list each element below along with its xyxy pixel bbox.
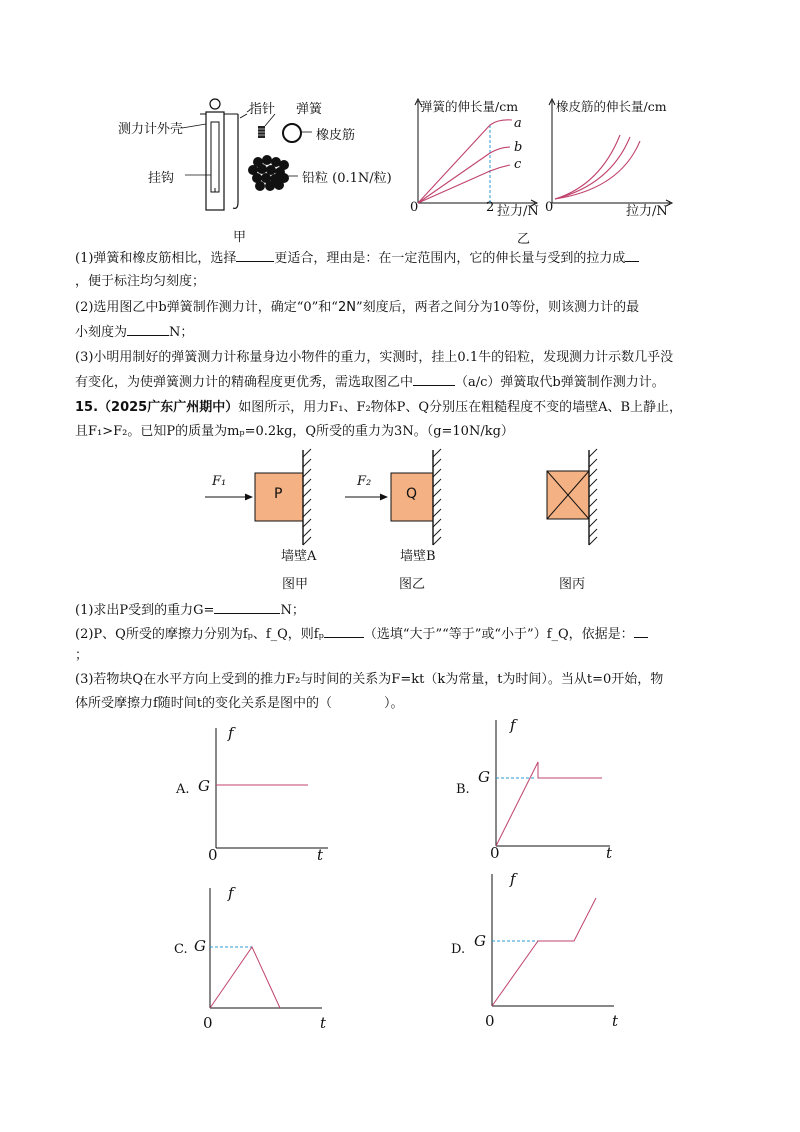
- option-d-label[interactable]: D.: [451, 942, 466, 957]
- yi-right-ylabel: 橡皮筋的伸长量/cm: [556, 99, 667, 114]
- option-a-label[interactable]: A.: [176, 782, 190, 797]
- option-b-graph[interactable]: [482, 712, 622, 868]
- q14-p3-line1: (3)小明用制好的弹簧测力计称量身边小物件的重力，实测时，挂上0.1牛的铅粒，发现测力计示数几乎没: [75, 350, 674, 365]
- q15-blank-basis[interactable]: [634, 624, 648, 638]
- rubber-curve-1: [555, 135, 620, 199]
- option-a-f: f: [228, 724, 234, 742]
- option-c-graph[interactable]: [196, 880, 336, 1020]
- curve-a: [418, 120, 512, 203]
- option-b-label[interactable]: B.: [456, 782, 470, 797]
- option-a-t: t: [317, 846, 324, 864]
- yi-right-xlabel: 拉力/N: [626, 204, 668, 219]
- rubber-curve-2: [555, 137, 630, 199]
- q14-p2-line2: 小刻度为 N；: [75, 322, 193, 343]
- label-block-q: Q: [406, 486, 418, 502]
- label-rubber: 橡皮筋: [316, 128, 356, 143]
- option-b-t: t: [606, 844, 613, 862]
- yi-curve-c: c: [514, 157, 522, 172]
- option-c-origin: 0: [203, 1014, 213, 1032]
- q14-blank-choice[interactable]: [236, 248, 274, 262]
- q15-p2-line2: ；: [75, 648, 89, 663]
- option-b-origin: 0: [490, 844, 500, 862]
- caption-tu-bing: 图丙: [559, 577, 586, 592]
- option-c-line: [210, 947, 280, 1008]
- option-d-graph[interactable]: [478, 866, 628, 1016]
- option-a-origin: 0: [208, 846, 218, 864]
- option-b-line: [496, 762, 602, 846]
- q14-p1-line2: ，便于标注均匀刻度；: [75, 274, 206, 289]
- q14-p3-line2: 有变化，为使弹簧测力计的精确程度更优秀，需选取图乙中 （a/c）弹簧取代b弹簧制作测力计。: [75, 372, 665, 393]
- label-lead: 铅粒 (0.1N/粒): [302, 171, 392, 186]
- yi-tick-2: 2: [486, 200, 495, 215]
- yi-origin-right: 0: [545, 200, 554, 215]
- caption-tu-jia: 图甲: [282, 577, 309, 592]
- yi-left-ylabel: 弹簧的伸长量/cm: [420, 99, 519, 114]
- q14-p2-line1: (2)选用图乙中b弹簧制作测力计，确定“0”和“2N”刻度后，两者之间分为10等份，则该测力计的最: [75, 300, 640, 315]
- option-d-f: f: [510, 870, 516, 888]
- q14-blank-relation[interactable]: [625, 248, 639, 262]
- option-b-f: f: [510, 716, 516, 734]
- yi-left-xlabel: 拉力/N: [497, 204, 539, 219]
- q15-stem-line2: 且F₁>F₂。已知P的质量为mₚ=0.2kg，Q所受的重力为3N。（g=10N/kg）: [75, 424, 514, 439]
- scale-outer-shell: [206, 112, 224, 210]
- caption-jia: 甲: [233, 230, 247, 245]
- caption-yi: 乙: [517, 232, 531, 247]
- scale-top-ring: [210, 99, 220, 109]
- curve-b: [418, 147, 510, 203]
- q15-p3-line1: (3)若物块Q在水平方向上受到的推力F₂与时间的关系为F=kt（k为常量，t为时间）。当从t=0开始，物: [75, 672, 664, 687]
- option-b-g: G: [478, 768, 490, 786]
- rubber-curve-3: [555, 141, 640, 199]
- scale-inner-slot: [211, 122, 219, 192]
- option-d-line: [492, 898, 596, 1006]
- yi-origin-left: 0: [410, 200, 419, 215]
- option-c-f: f: [228, 884, 234, 902]
- q14-blank-ac[interactable]: [413, 372, 455, 386]
- option-c-label[interactable]: C.: [174, 942, 188, 957]
- label-f1: F₁: [212, 474, 227, 489]
- scale-hook: [233, 114, 238, 208]
- yi-curve-a: a: [514, 116, 522, 131]
- q15-blank-gravity[interactable]: [214, 600, 280, 614]
- label-pointer: 指针: [249, 102, 276, 117]
- caption-tu-yi: 图乙: [399, 577, 426, 592]
- label-block-p: P: [274, 486, 283, 502]
- option-a-g: G: [198, 777, 210, 795]
- rubber-band-icon: [283, 124, 301, 142]
- label-wall-b: 墙壁B: [400, 549, 436, 564]
- q15-stem-line1: 15.（2025广东广州期中）如图所示，用力F₁、F₂物体P、Q分别压在粗糙程度不变的墙壁A、B上静止，: [75, 400, 683, 415]
- label-wall-a: 墙壁A: [281, 549, 317, 564]
- pointer-mark: [240, 114, 247, 118]
- label-f2: F₂: [357, 474, 372, 489]
- label-shell: 测力计外壳: [118, 122, 184, 137]
- figure-blocks: [195, 445, 615, 555]
- q14-blank-min-scale[interactable]: [127, 322, 169, 336]
- label-hook: 挂钩: [148, 171, 175, 186]
- option-d-g: G: [474, 932, 486, 950]
- option-d-origin: 0: [485, 1012, 495, 1030]
- option-d-t: t: [612, 1012, 619, 1030]
- q15-p3-line2: 体所受摩擦力f随时间t的变化关系是图中的（ ）。: [75, 696, 404, 711]
- label-spring: 弹簧: [296, 102, 323, 117]
- yi-curve-b: b: [514, 140, 523, 155]
- lead-pellets-icon: [248, 155, 289, 191]
- q15-blank-compare[interactable]: [324, 624, 364, 638]
- option-c-t: t: [320, 1014, 327, 1032]
- q14-p1-line1: (1)弹簧和橡皮筋相比，选择 更适合，理由是：在一定范围内，它的伸长量与受到的拉力成: [75, 248, 639, 269]
- q15-p1: (1)求出P受到的重力G= N；: [75, 600, 305, 621]
- option-c-g: G: [194, 937, 206, 955]
- q15-p2-line1: (2)P、Q所受的摩擦力分别为fₚ、f_Q，则fₚ （选填“大于”“等于”或“小于”）f_Q，依据是：: [75, 624, 648, 645]
